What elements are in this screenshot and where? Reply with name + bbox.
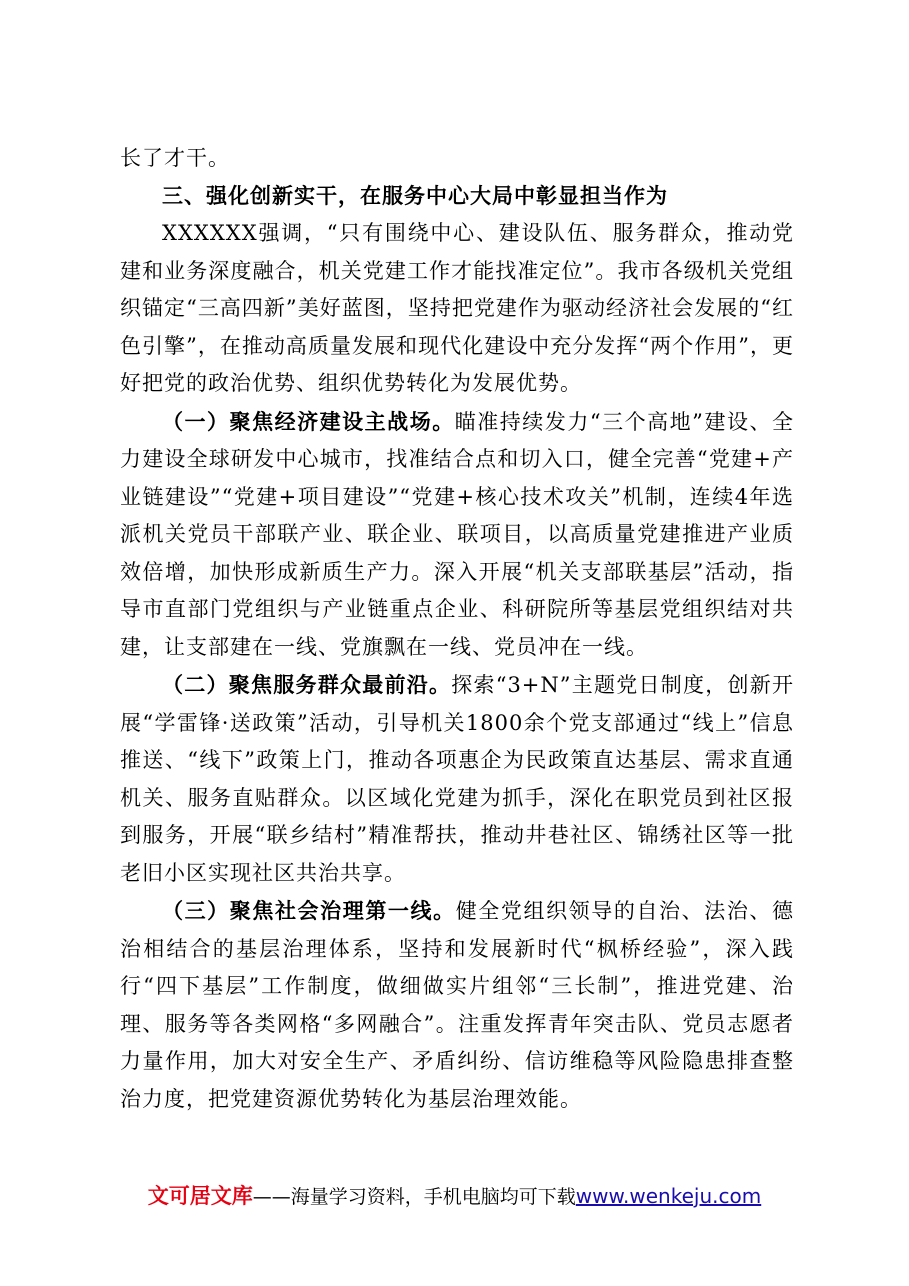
footer-tagline: ——海量学习资料，手机电脑均可下载 [252, 1186, 576, 1208]
paragraph-service-body: 探索“3+N”主题党日制度，创新开展“学雷锋·送政策”活动，引导机关1800余个党支部通过“线上”信息推送、“线下”政策上门，推动各项惠企为民政策直达基层、需求直通机关、服务直贴群众。以区域化党建为抓手，深化在职党员到社区报到服务，开展“联乡结村”精准帮扶，推动井巷社区、锦绣社区等一批老旧小区实现社区共治共享。 [120, 673, 794, 885]
subheading-governance: （三）聚焦社会治理第一线。 [162, 898, 456, 923]
paragraph-economy [120, 403, 794, 667]
paragraph-intro: XXXXXX强调，“只有围绕中心、建设队伍、服务群众，推动党建和业务深度融合，机关党建工作才能找准定位”。我市各级机关党组织锚定“三高四新”美好蓝图，坚持把党建作为驱动经济社会发展的“红色引擎”，在推动高质量发展和现代化建设中充分发挥“两个作用”，更好把党的政治优势、组织优势转化为发展优势。 [120, 221, 794, 395]
section-heading: 三、强化创新实干，在服务中心大局中彰显担当作为 [162, 183, 668, 208]
paragraph-continuation: 长了才干。 [120, 146, 230, 170]
paragraph-governance-body: 健全党组织领导的自治、法治、德治相结合的基层治理体系，坚持和发展新时代“枫桥经验”，深入践行“四下基层”工作制度，做细做实片组邻“三长制”，推进党建、治理、服务等各类网格“多网融合”。注重发挥青年突击队、党员志愿者力量作用，加大对安全生产、矛盾纠纷、信访维稳等风险隐患排查整治力度，把党建资源优势转化为基层治理效能。 [120, 899, 794, 1111]
paragraph-service [120, 666, 794, 892]
footer-brand: 文可居文库 [147, 1184, 253, 1208]
subheading-economy: （一）聚焦经济建设主战场。 [162, 408, 455, 434]
paragraph-governance [120, 892, 794, 1118]
subheading-service: （二）聚焦服务群众最前沿。 [162, 672, 452, 697]
document-body [120, 140, 794, 1118]
paragraph-economy-body: 瞄准持续发力“三个高地”建设、全力建设全球研发中心城市，找准结合点和切入口，健全完善“党建+产业链建设”“党建+项目建设”“党建+核心技术攻关”机制，连续4年选派机关党员干部联产业、联企业、联项目，以高质量党建推进产业质效倍增，加快形成新质生产力。深入开展“机关支部联基层”活动，指导市直部门党组织与产业链重点企业、科研院所等基层党组织结对共建，让支部建在一线、党旗飘在一线、党员冲在一线。 [120, 409, 794, 659]
footer-link[interactable]: www.wenkeju.com [575, 1184, 762, 1208]
footer-banner [0, 1183, 909, 1210]
